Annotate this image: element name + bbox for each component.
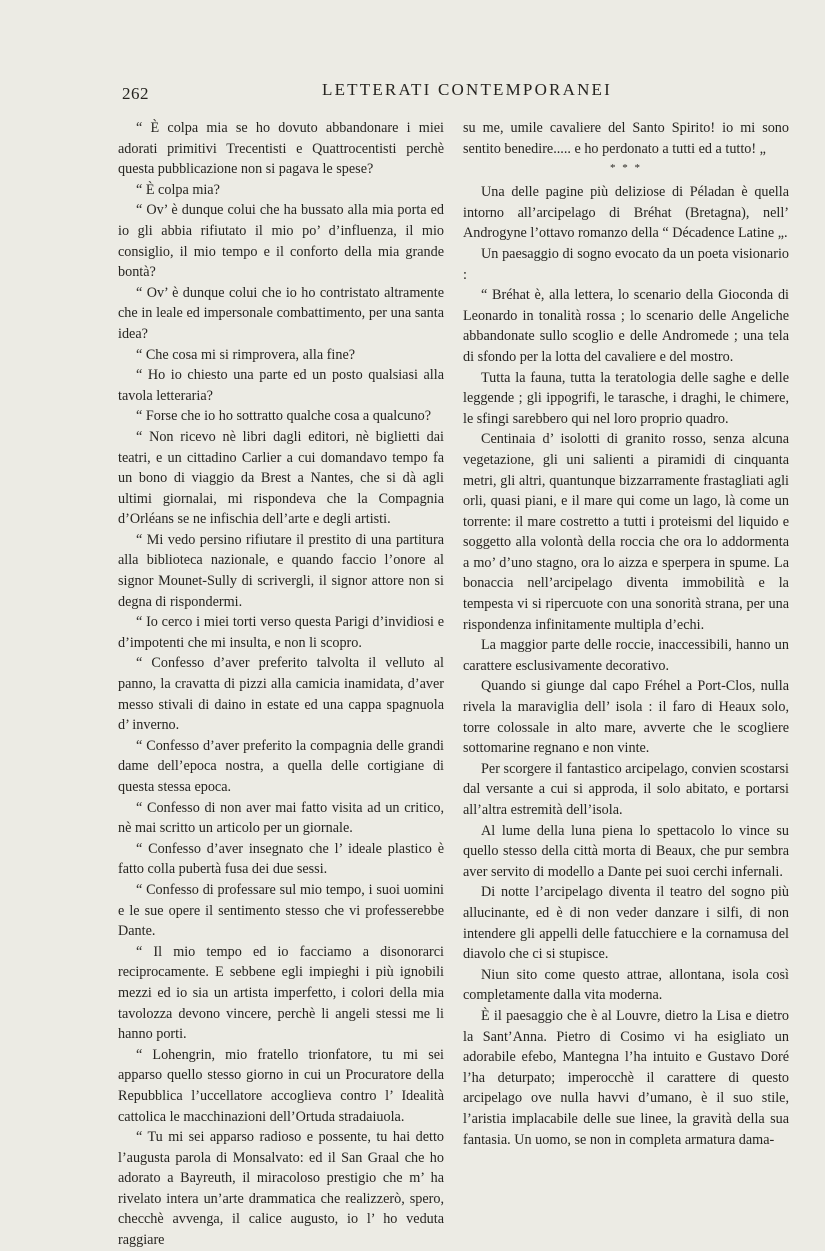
paragraph: Una delle pagine più deliziose di Péladan è quella intorno all’arcipelago di Bréhat (Bretagna), nell’ Androgyne l’ottavo romanzo della “ Décadence Latine „.: [463, 184, 789, 242]
paragraph: Tutta la fauna, tutta la teratologia delle saghe e delle leggende ; gli ippogrifi, le tarasche, i draghi, le chimere, le sfingi sarebbero qui nel loro proprio quadro.: [463, 369, 789, 427]
paragraph: “ Bréhat è, alla lettera, lo scenario della Gioconda di Leonardo in tonalità rossa ; lo scenario delle Angeliche abbandonate sullo scoglio e delle Andromede ; una tela di sfondo per la lotta del cavaliere e del mostro.: [463, 287, 789, 365]
paragraph: “ Ov’ è dunque colui che ha bussato alla mia porta ed io gli abbia rifiutato il mio po’ d’influenza, il mio consiglio, il mio tempo e il conforto della mia grande bontà?: [118, 202, 444, 281]
paragraph: Al lume della luna piena lo spettacolo lo vince su quello stesso della città morta di Beaux, che pur sembra aver servito di modello a Dante pei suoi cerchi infernali.: [463, 822, 789, 880]
left-column: [118, 118, 444, 1251]
paragraph: “ Confesso d’aver insegnato che l’ ideale plastico è fatto colla pubertà fusa dei due sessi.: [118, 840, 444, 878]
paragraph: “ Forse che io ho sottratto qualche cosa a qualcuno?: [136, 408, 432, 425]
paragraph: Un paesaggio di sogno evocato da un poeta visionario :: [463, 245, 789, 283]
paragraph: “ Io cerco i miei torti verso questa Parigi d’invidiosi e d’impotenti che mi insulta, e non li scopro.: [118, 614, 444, 651]
right-column: [463, 118, 789, 1150]
paragraph: “ Confesso d’aver preferito la compagnia delle grandi dame dell’epoca nostra, a quella delle cortigiane di questa stessa epoca.: [118, 737, 444, 795]
running-title: LETTERATI CONTEMPORANEI: [322, 80, 612, 99]
page-number: 262: [122, 84, 149, 103]
paragraph: “ Che cosa mi si rimprovera, alla fine?: [136, 346, 356, 363]
paragraph: Per scorgere il fantastico arcipelago, convien scostarsi dal versante a cui si approda, il solo abitato, e portarsi all’altra estremità dell’isola.: [463, 760, 789, 818]
paragraph: Niun sito come questo attrae, allontana, isola così completamente dalla vita moderna.: [463, 966, 789, 1004]
paragraph: “ Non ricevo nè libri dagli editori, nè biglietti dai teatri, e un cittadino Carlier a cui domandavo tempo fa un bono di viaggio da Brest a Nantes, che si dà agli ultimi giornalai, mi rispondeva che la Compagnia d’Orléans se ne infischia dell’arte e degli artisti.: [118, 428, 444, 528]
paragraph: “ Ov’ è dunque colui che io ho contristato altramente che in leale ed impersonale combattimento, per una santa idea?: [118, 284, 444, 342]
paragraph: Quando si giunge dal capo Fréhel a Port-Clos, nulla rivela la maraviglia dell’ isola : il faro di Heaux solo, torre colossale in alto mare, avverte che le scogliere sottomarine regnano e non vinte.: [463, 678, 789, 757]
section-separator: * * *: [610, 162, 642, 175]
paragraph: “ È colpa mia?: [136, 181, 220, 198]
paragraph: “ Confesso d’aver preferito talvolta il velluto al panno, la cravatta di pizzi alla camicia inamidata, d’aver messo stivali di daino in estate ed una cappa spagnuola d’ inverno.: [118, 655, 444, 734]
paragraph: Centinaia d’ isolotti di granito rosso, senza alcuna vegetazione, gli uni salienti a piramidi di cinquanta metri, gli altri, quantunque bizzarramente frastagliati agli orli, quasi piani, e il mare qui come un lago, là come un torrente: il mare costretto a tutti i proteismi del liquido e soggetto alla volontà della roccia che ora lo addormenta a mo’ d’uno stagno, ora lo aizza e sperpera in spume. La bonaccia nell’arcipelago diventa immobilità e la tempesta vi si ripercuote con una sonorità strana, per una rispondenza infinitamente multipla d’echi.: [463, 431, 789, 633]
paragraph: La maggior parte delle roccie, inaccessibili, hanno un carattere esclusivamente decorativo.: [463, 637, 789, 674]
paragraph: “ Confesso di non aver mai fatto visita ad un critico, nè mai scritto un articolo per un giornale.: [118, 799, 444, 837]
paragraph: “ Tu mi sei apparso radioso e possente, tu hai detto l’augusta parola di Monsalvato: ed il San Graal che ho adorato a Bayreuth, il miracoloso prestigio che m’ ha rivelato intera un’arte drammatica che realizzerò, spero, checchè avvenga, il calice augusto, io l’ ho veduta raggiare: [118, 1129, 444, 1249]
continued-paragraph: su me, umile cavaliere del Santo Spirito! io mi sono sentito benedire..... e ho perdonato a tutti ed a tutto! „: [463, 120, 789, 157]
paragraph: È il paesaggio che è al Louvre, dietro la Lisa e dietro la Sant’Anna. Pietro di Cosimo vi ha esigliato un adorabile efebo, Mantegna l’ha intuito e Gustavo Doré l’ha deturpato; imperocchè il carattere di questo arcipelago ove nulla havvi d’umano, è il suo stile, l’aristia implacabile delle sue linee, la gravità della sua fantasia. Un uomo, se non in completa armatura dama-: [463, 1007, 789, 1148]
paragraph: Di notte l’arcipelago diventa il teatro del sogno più allucinante, ed è di non veder danzare i silfi, di non intendere gli appelli delle fatucchiere e la cornamusa del diavolo che ci si stupisce.: [463, 884, 789, 963]
paragraph: “ Mi vedo persino rifiutare il prestito di una partitura alla biblioteca nazionale, e quando faccio l’onore al signor Mounet-Sully di scrivergli, il signor attore non si degna di rispondermi.: [118, 531, 444, 610]
page-header: [0, 76, 825, 108]
paragraph: “ Il mio tempo ed io facciamo a disonorarci reciprocamente. E sebbene egli impieghi i più ignobili mezzi ed io sia un artista imperfetto, i colori della mia tavolozza devono vincere, perchè li angeli stessi me li hanno porti.: [118, 943, 444, 1043]
paragraph: “ Ho io chiesto una parte ed un posto qualsiasi alla tavola letteraria?: [118, 367, 444, 404]
paragraph: “ È colpa mia se ho dovuto abbandonare i miei adorati primitivi Trecentisti e Quattrocentisti perchè questa pubblicazione non si pagava le spese?: [118, 120, 444, 178]
paragraph: “ Confesso di professare sul mio tempo, i suoi uomini e le sue opere il sentimento stesso che vi professerebbe Dante.: [118, 881, 444, 940]
paragraph: “ Lohengrin, mio fratello trionfatore, tu mi sei apparso quello stesso giorno in cui un Procuratore della Repubblica l’uccellatore accoglieva contro l’ Idealità cattolica le macchinazioni dell’Ortuda stradaiuola.: [118, 1046, 444, 1125]
